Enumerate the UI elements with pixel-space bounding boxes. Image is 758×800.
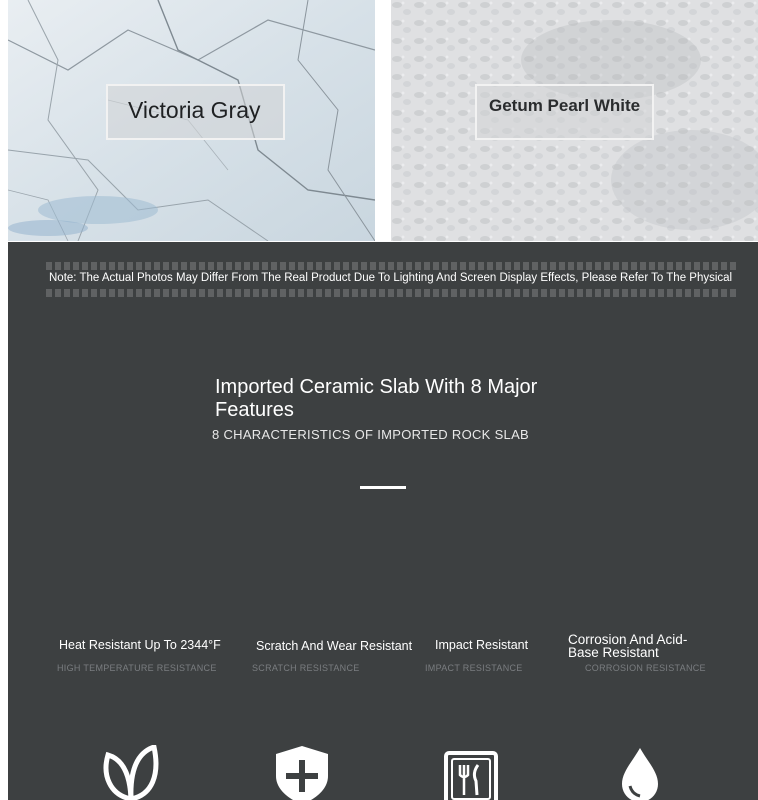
feature-title: Corrosion And Acid-Base Resistant [568, 632, 688, 660]
feature-subtitle: CORROSION RESISTANCE [585, 663, 706, 673]
feature-title: Heat Resistant Up To 2344°F [59, 638, 221, 652]
note-shadow-text [46, 262, 736, 270]
section-title: Imported Ceramic Slab With 8 Major Features [215, 376, 538, 421]
feature-subtitle: HIGH TEMPERATURE RESISTANCE [57, 663, 217, 673]
disclaimer-note: Note: The Actual Photos May Differ From The Real Product Due To Lighting And Screen Display Effects, Please Refer To The Physical [49, 272, 733, 284]
feature-subtitle: IMPACT RESISTANCE [425, 663, 523, 673]
feature-title: Scratch And Wear Resistant [256, 639, 413, 653]
feature-title: Impact Resistant [435, 638, 529, 652]
section-subtitle: 8 CHARACTERISTICS OF IMPORTED ROCK SLAB [212, 427, 530, 442]
note-shadow-text [46, 289, 736, 297]
water-drop-icon [620, 748, 660, 800]
feature-subtitle: SCRATCH RESISTANCE [252, 663, 360, 673]
features-section [8, 242, 758, 800]
fork-knife-icon [444, 751, 498, 800]
swatch-label: Victoria Gray [106, 84, 285, 140]
leaf-icon [100, 745, 162, 800]
swatch-label: Getum Pearl White [475, 84, 654, 140]
shield-plus-icon [274, 746, 330, 800]
swatch-victoria-gray [8, 0, 375, 241]
divider [360, 486, 406, 489]
swatch-getum-pearl-white [391, 0, 758, 241]
